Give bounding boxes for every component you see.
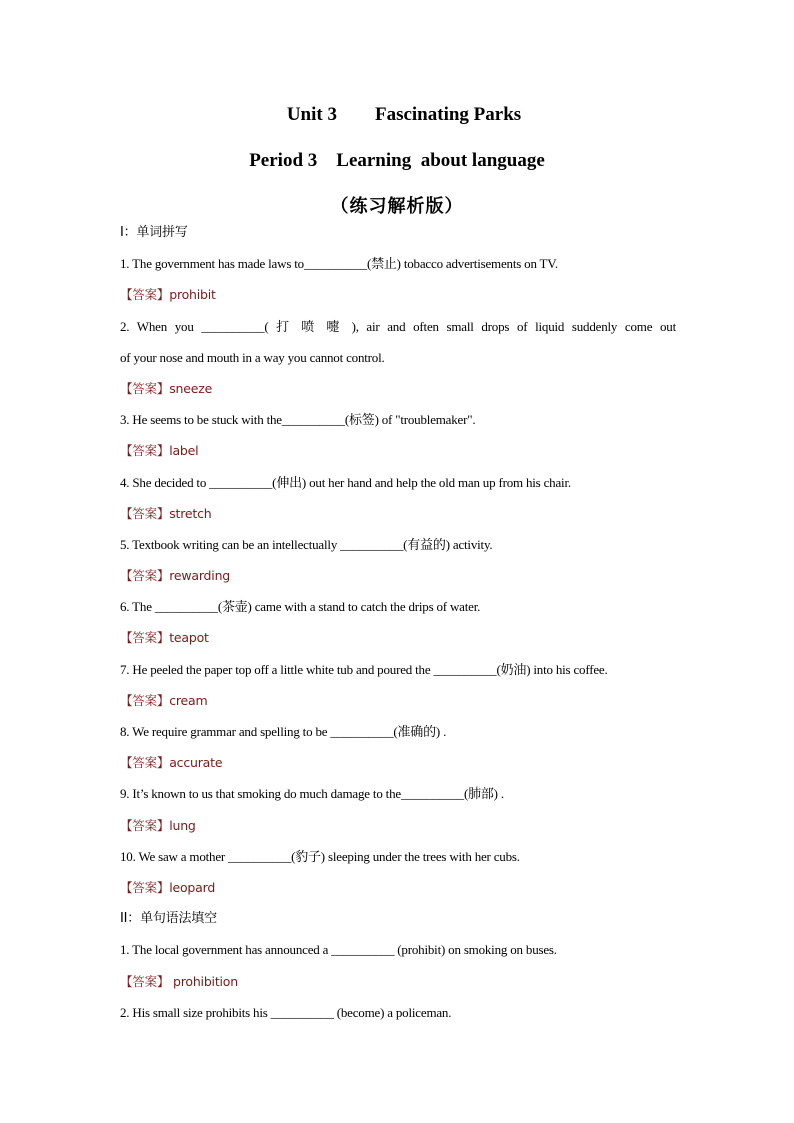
answer-5 [120, 560, 680, 591]
title-block [0, 92, 794, 230]
answer-3 [120, 435, 680, 466]
answer-label: 【答案】 [120, 973, 170, 989]
grammar-answer-1 [120, 966, 680, 997]
answer-label: 【答案】 [120, 380, 170, 396]
question-4: 4. She decided to __________(伸出) out her hand and help the old man up from his chair. [120, 474, 571, 490]
section-heading-grammar: II：单句语法填空 [120, 911, 217, 927]
question-9: 9. It’s known to us that smoking do much damage to the__________(肺部) . [120, 786, 504, 802]
answer-label: 【答案】 [120, 692, 170, 708]
answer-value: stretch [169, 505, 212, 521]
answer-6 [120, 622, 680, 653]
answer-7 [120, 685, 680, 716]
answer-label: 【答案】 [120, 568, 170, 584]
answer-2 [120, 373, 680, 404]
question-3: 3. He seems to be stuck with the__________(标签) of "troublemaker". [120, 412, 476, 428]
answer-10 [120, 872, 680, 903]
section-heading-spelling: I：单词拼写 [120, 225, 188, 240]
answer-label: 【答案】 [120, 505, 170, 521]
answer-value: teapot [169, 630, 209, 646]
answer-1 [120, 279, 680, 310]
period-title: Period 3 Learning about language [249, 150, 545, 171]
question-2-line-2: of your nose and mouth in a way you cannot control. [120, 349, 385, 365]
grammar-question-2: 2. His small size prohibits his __________ (become) a policeman. [120, 1004, 452, 1020]
question-8: 8. We require grammar and spelling to be __________(准确的) . [120, 724, 447, 740]
question-1: 1. The government has made laws to__________(禁止) tobacco advertisements on TV. [120, 256, 558, 272]
answer-9 [120, 810, 680, 841]
answer-4 [120, 498, 680, 529]
question-7: 7. He peeled the paper top off a little white tub and poured the __________(奶油) into his coffee. [120, 661, 608, 677]
answer-label: 【答案】 [120, 287, 170, 303]
question-10: 10. We saw a mother __________(豹子) sleeping under the trees with her cubs. [120, 848, 520, 864]
answer-label: 【答案】 [120, 443, 170, 459]
answer-label: 【答案】 [120, 755, 170, 771]
edition-subtitle: （练习解析版） [330, 196, 464, 217]
answer-value: rewarding [169, 568, 231, 584]
answer-value: lung [169, 817, 196, 833]
answer-value: cream [169, 692, 208, 708]
answer-label: 【答案】 [120, 879, 170, 895]
exercise-content [120, 217, 680, 1028]
answer-label: 【答案】 [120, 817, 170, 833]
answer-value: label [169, 443, 199, 459]
unit-title: Unit 3 Fascinating Parks [286, 104, 522, 125]
answer-8 [120, 747, 680, 778]
answer-value: prohibition [169, 973, 238, 989]
answer-value: sneeze [169, 380, 213, 396]
answer-value: prohibit [169, 287, 216, 303]
answer-label: 【答案】 [120, 630, 170, 646]
grammar-question-1: 1. The local government has announced a __________ (prohibit) on smoking on buses. [120, 942, 557, 958]
question-6: 6. The __________(茶壶) came with a stand to catch the drips of water. [120, 599, 481, 615]
question-2-line-1: 2. When you __________( 打 喷 嚏 ), air and often small drops of liquid suddenly come out [120, 318, 676, 334]
answer-value: leopard [169, 879, 216, 895]
answer-value: accurate [169, 755, 223, 771]
question-5: 5. Textbook writing can be an intellectually __________(有益的) activity. [120, 536, 493, 552]
